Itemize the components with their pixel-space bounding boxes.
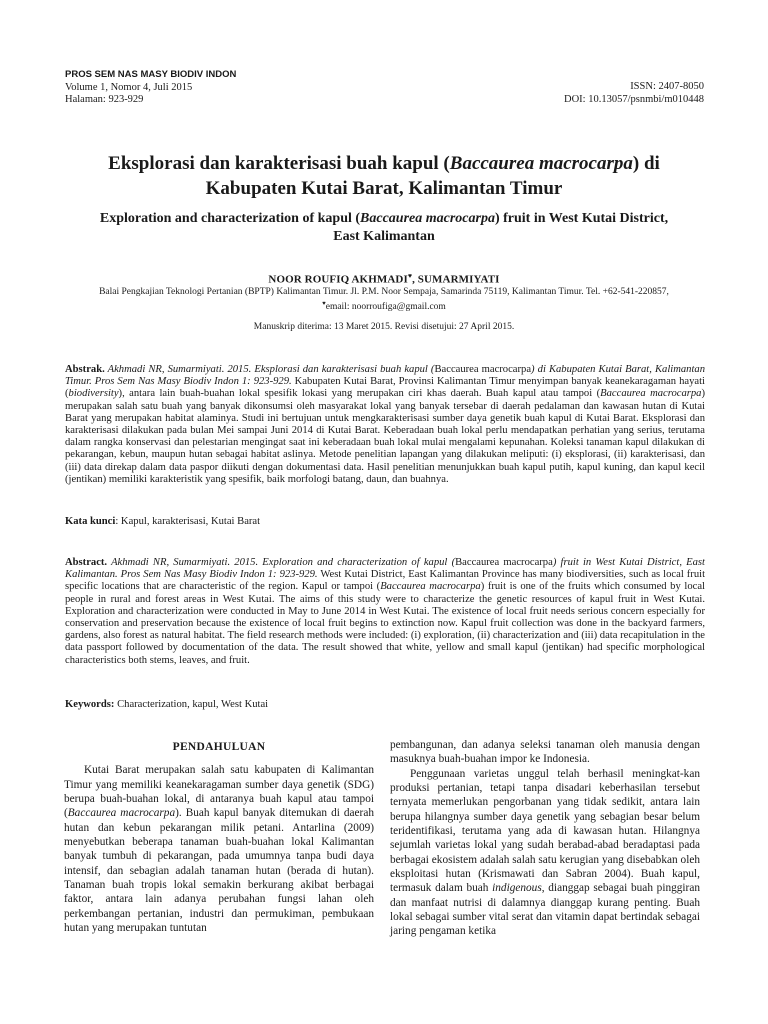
abstract-id-text2: ), antara lain buah-buahan lokal spesifik lokasi yang merupakan ciri khas daerah. Buah kapul atau tampoi ( bbox=[118, 388, 601, 400]
abstract-en-text1: West Kutai District, East Kalimantan Province has many biodiversities, such as local fruit specific locations that are characteristic of the region. Kapul or tampoi ( bbox=[65, 569, 706, 593]
keywords-en-text: Characterization, kapul, West Kutai bbox=[114, 699, 269, 710]
abstract-en-text2: ) fruit is one of the fruits which consumed by local people in rural and forest areas in West Kutai. The aims of this study were to characterize the genetic resources of kapul fruit in West Kutai. Exploration and characterization were conducted in May to June 2014 in West Kutai. The existence of local fruit needs serious concern especially for conservation and preservation because the existence of local fruit begins to extinction now. Kapul fruit collection was done in the backyard farmers, gardens, also forest as natural habitat. The field research methods were included: (i) exploration, (ii) characterization and (iii) data recapitulation in the data passport followed by documentation of the data. The result showed that white, yellow and small kapul (jentikan) had specific morphological characteristics both stems, leaves, and fruit. bbox=[65, 581, 705, 666]
keywords-indonesian bbox=[65, 516, 705, 527]
intro-p2-text-b: , dianggap sebagai buah pinggiran dan manfaat nutrisi di dalamnya dianggap kurang penting. Buah lokal sebagai sumber vital serat dan vitamin dapat bertindak sebagai jaring pengaman ketika bbox=[390, 882, 700, 938]
journal-header bbox=[65, 69, 236, 107]
abstract-en-cite2: ) fruit in West Kutai District, East Kalimantan. Pros Sem Nas Masy Biodiv Indon 1: 923-929. bbox=[65, 557, 705, 581]
keywords-en-label: Keywords: bbox=[65, 699, 115, 710]
title-id-species: Baccaurea macrocarpa bbox=[449, 153, 633, 174]
intro-p2-indigenous: indigenous bbox=[492, 882, 542, 895]
abstract-id-cite-species: Baccaurea macrocarpa bbox=[434, 364, 532, 375]
abstract-id-cite2: ) di Kabupaten Kutai Barat, Kalimantan Timur. Pros Sem Nas Masy Biodiv Indon 1: 923-929. bbox=[65, 364, 706, 388]
intro-paragraph-1 bbox=[64, 763, 374, 935]
abstract-id-text1: Kabupaten Kutai Barat, Provinsi Kalimantan Timur menyimpan banyak keanekaragaman hayati ( bbox=[65, 376, 705, 400]
title-id-part1: Eksplorasi dan karakterisasi buah kapul ( bbox=[108, 153, 450, 174]
section-heading-intro: PENDAHULUAN bbox=[172, 741, 266, 753]
abstract-en-label: Abstract. bbox=[65, 557, 108, 568]
keywords-id-text: : Kapul, karakterisasi, Kutai Barat bbox=[115, 516, 261, 527]
title-en-line2: East Kalimantan bbox=[333, 228, 435, 244]
journal-pages: Halaman: 923-929 bbox=[65, 94, 144, 105]
keywords-id-label: Kata kunci bbox=[65, 516, 116, 527]
title-en-part2: ) fruit in West Kutai District, bbox=[494, 211, 669, 226]
body-column-left bbox=[64, 740, 374, 935]
keywords-english bbox=[65, 699, 705, 710]
journal-volume: Volume 1, Nomor 4, Juli 2015 bbox=[65, 81, 193, 93]
affiliation-address: Balai Pengkajian Teknologi Pertanian (BPTP) Kalimantan Timur. Jl. P.M. Noor Sempaja, Samarinda 75119, Kalimantan Timur. Tel. +62-541-220857, bbox=[99, 287, 669, 297]
journal-name: PROS SEM NAS MASY BIODIV INDON bbox=[65, 69, 237, 80]
title-id-part2: ) di bbox=[632, 153, 660, 174]
title-id-line2: Kabupaten Kutai Barat, Kalimantan Timur bbox=[205, 178, 563, 199]
doi: DOI: 10.13057/psnmbi/m010448 bbox=[563, 93, 704, 105]
title-indonesian bbox=[60, 151, 708, 201]
intro-p1-text-a: Kutai Barat merupakan salah satu kabupaten di Kalimantan Timur yang memiliki keanekaragaman sumber daya genetik (SDG) berupa buah-buahan lokal, di antaranya buah kapul atau tampoi ( bbox=[64, 764, 374, 820]
author-list bbox=[60, 272, 708, 286]
abstract-id-label: Abstrak. bbox=[65, 364, 105, 375]
abstract-en-cite1: Akhmadi NR, Sumarmiyati. 2015. Exploration and characterization of kapul ( bbox=[107, 557, 456, 568]
intro-p1-text-b: ). Buah kapul banyak ditemukan di daerah hutan dan kebun pekarangan milik petani. Antarlina (2009) menyebutkan beberapa tanaman buah-buahan lokal Kalimantan banyak tumbuh di pekarangan, pada umumnya tanpa budi daya intensif, dan sebagian adalah tanaman hutan (berada di hutan). Tanaman buah tropis lokal semakin berkurang akibat berbagai faktor, antara lain adanya perubahan fungsi lahan oleh perkembangan pertanian, industri dan permukiman, pembukaan hutan yang merupakan tuntutan bbox=[64, 807, 374, 935]
corresponding-mark: ♥ bbox=[407, 272, 413, 280]
author-1: NOOR ROUFIQ AKHMADI bbox=[268, 273, 408, 286]
body-column-right bbox=[390, 738, 700, 939]
intro-paragraph-1-cont: pembangunan, dan adanya seleksi tanaman oleh manusia dengan masuknya buah-buahan impor ke Indonesia. bbox=[390, 739, 700, 766]
abstract-en-species: Baccaurea macrocarpa bbox=[380, 581, 481, 593]
abstract-id-text3: ) merupakan salah satu buah yang banyak dikonsumsi oleh masyarakat lokal yang banyak tersebar di daerah pedalaman dan kawasan hutan di Kutai Barat yang merupakan habitat alaminya. Studi ini bertujuan untuk mengkarakterisasi sumber daya genetik buah kapul di Kutai Barat. Eksplorasi dan karakterisasi dilakukan pada bulan Mei sampai Juni 2014 di Kutai Barat. Keberadaan buah lokal perlu mendapatkan perhatian yang serius, terutama dalam rangka konservasi dan pelestarian mengingat saat ini keberadaan buah lokal mulai mengalami kepunahan. Koleksi tanaman kapul dilakukan di pekarangan, kebun, maupun hutan sebagai habitat aslinya. Metode penelitian lapangan yang dilakukan meliputi: (i) eksplorasi, (ii) karakterisasi, dan (iii) data direkap dalam data paspor diikuti dengan dokumentasi data. Hasil penelitian menunjukkan buah kapul putih, kapul kuning, dan kapul kecil (jentikan) memiliki karakteristik yang spesifik, baik morfologi batang, daun, dan buahnya. bbox=[65, 388, 705, 485]
abstract-id-cite1: Akhmadi NR, Sumarmiyati. 2015. Eksplorasi dan karakterisasi buah kapul ( bbox=[104, 364, 435, 375]
abstract-id-species: Baccaurea macrocarpa bbox=[600, 388, 702, 400]
intro-p1-species: Baccaurea macrocarpa bbox=[67, 807, 176, 820]
email-mark: ♥ bbox=[322, 301, 326, 307]
title-en-part1: Exploration and characterization of kapul ( bbox=[99, 211, 361, 226]
abstract-id-biodiversity: biodiversity bbox=[68, 388, 119, 400]
title-en-species: Baccaurea macrocarpa bbox=[360, 211, 495, 226]
abstract-english bbox=[65, 557, 705, 667]
intro-paragraph-2 bbox=[390, 767, 700, 939]
title-english bbox=[60, 210, 708, 245]
abstract-en-cite-species: Baccaurea macrocarpa bbox=[455, 557, 553, 568]
abstract-indonesian bbox=[65, 364, 705, 486]
manuscript-dates: Manuskrip diterima: 13 Maret 2015. Revisi disetujui: 27 April 2015. bbox=[253, 322, 515, 332]
issn: ISSN: 2407-8050 bbox=[630, 81, 704, 92]
intro-p2-text-a: Penggunaan varietas unggul telah berhasil meningkat-kan produksi pertanian, tetapi tanpa disadari keberhasilan tersebut ternyata memerlukan pengorbanan yang tidak sedikit, antara lain berupa hilangnya sumber daya genetik yang sebagian besar belum teridentifikasi, terutama yang ada di kawasan hutan. Hilangnya sejumlah varietas lokal yang sudah berabad-abad beradaptasi pada berbagai ekosistem adalah salah satu kerugian yang disebabkan oleh eksploitasi hutan (Krismawati dan Sabran 2004). Buah kapul, termasuk dalam buah bbox=[390, 767, 700, 895]
affiliation bbox=[62, 286, 706, 313]
author-2: , SUMARMIYATI bbox=[412, 273, 500, 286]
affiliation-email: email: noorroufiga@gmail.com bbox=[325, 302, 446, 313]
journal-identifiers bbox=[564, 81, 704, 106]
